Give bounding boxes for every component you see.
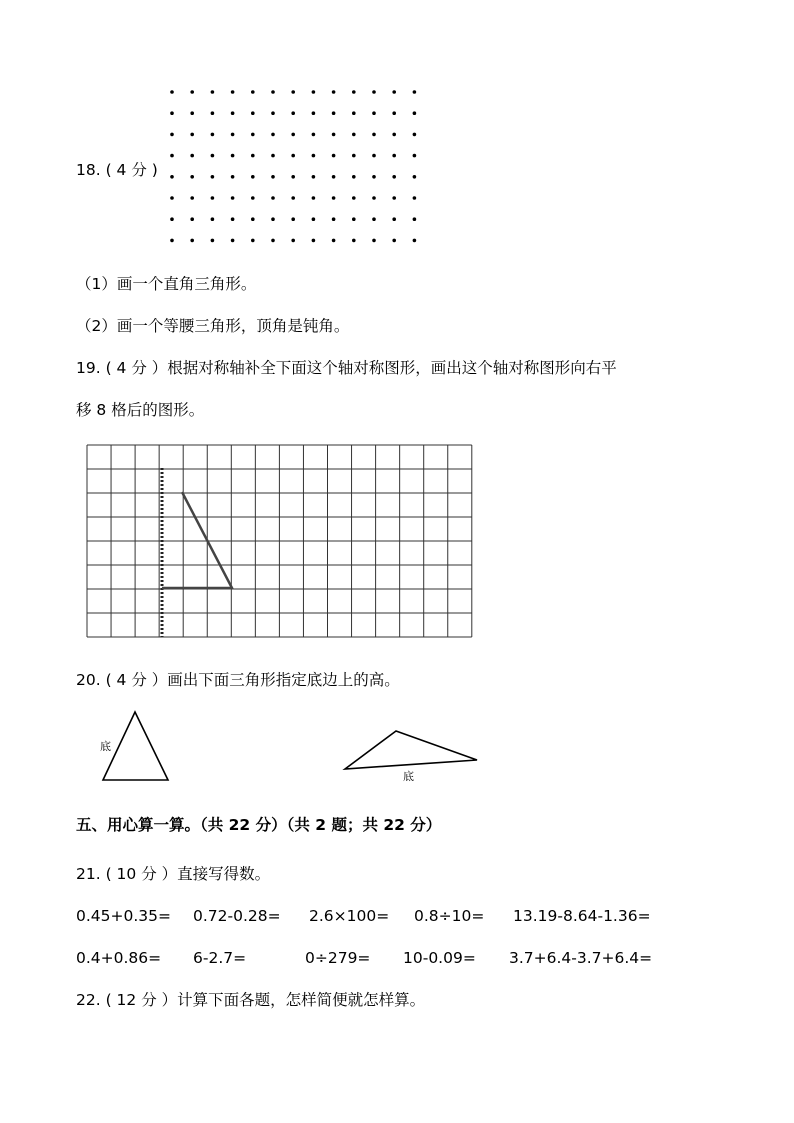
calc-1-2: 0.72-0.28=	[193, 907, 281, 925]
dot-grid	[160, 85, 420, 245]
triangle-2	[340, 727, 490, 777]
triangle-1	[100, 710, 190, 790]
calc-2-5: 3.7+6.4-3.7+6.4=	[509, 949, 653, 967]
calc-1-5: 13.19-8.64-1.36=	[513, 907, 651, 925]
calc-2-4: 10-0.09=	[403, 949, 476, 967]
base-label-1: 底	[100, 740, 111, 753]
q19-line2: 移 8 格后的图形。	[76, 401, 205, 419]
calc-2-2: 6-2.7=	[193, 949, 247, 967]
q19-line1: 19. ( 4 分 ）根据对称轴补全下面这个轴对称图形，画出这个轴对称图形向右平	[76, 359, 617, 377]
calc-1-3: 2.6×100=	[309, 907, 390, 925]
calc-1-1: 0.45+0.35=	[76, 907, 171, 925]
q20-label: 20. ( 4 分 ）画出下面三角形指定底边上的高。	[76, 671, 400, 689]
square-grid	[80, 440, 480, 640]
base-label-2: 底	[403, 770, 414, 783]
half-figure	[162, 492, 232, 588]
q22-label: 22. ( 12 分 ）计算下面各题，怎样简便就怎样算。	[76, 991, 426, 1009]
calc-2-1: 0.4+0.86=	[76, 949, 162, 967]
q18-part1: （1）画一个直角三角形。	[76, 275, 257, 293]
q18-label: 18. ( 4 分 )	[76, 161, 158, 179]
calc-1-4: 0.8÷10=	[414, 907, 485, 925]
q18-part2: （2）画一个等腰三角形，顶角是钝角。	[76, 317, 350, 335]
calc-2-3: 0÷279=	[305, 949, 371, 967]
q21-label: 21. ( 10 分 ）直接写得数。	[76, 865, 271, 883]
section-title: 五、用心算一算。（共 22 分）（共 2 题；共 22 分）	[76, 816, 442, 834]
